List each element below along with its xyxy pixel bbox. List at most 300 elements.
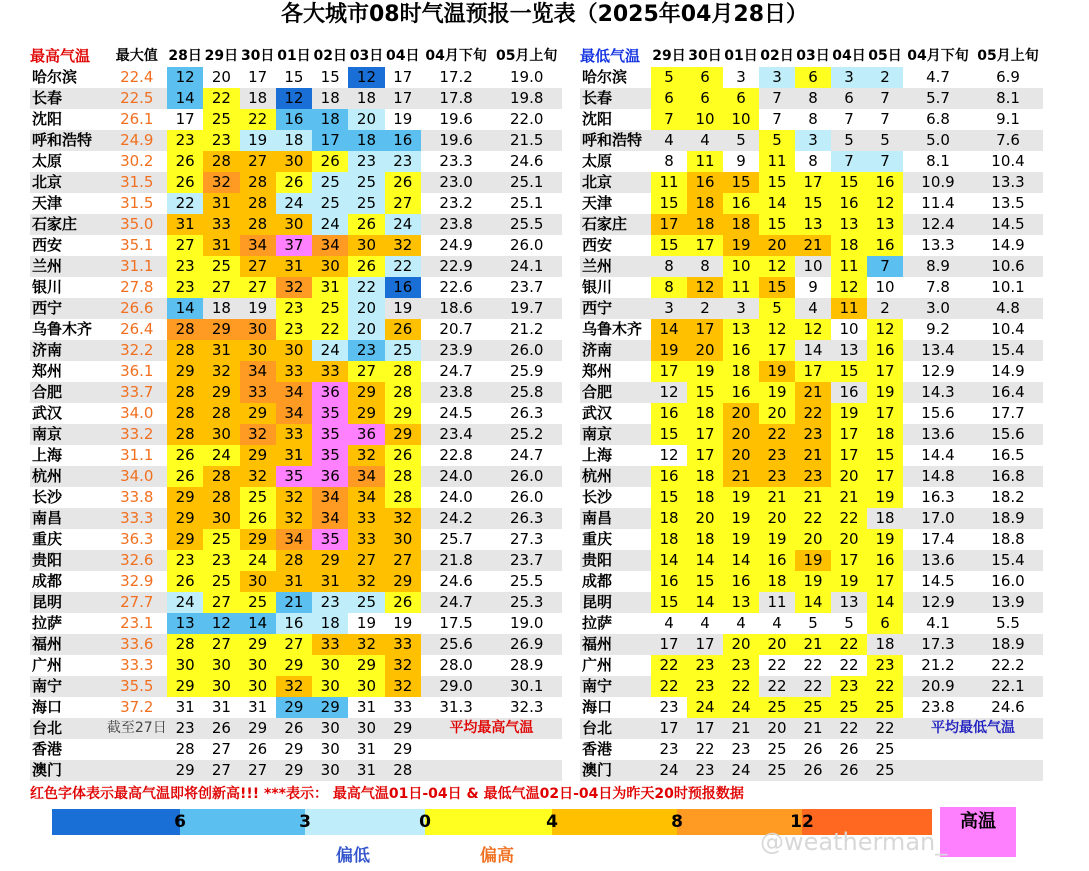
temp-cell: 32	[348, 634, 384, 655]
temp-cell: 29	[175, 761, 195, 779]
table-row	[580, 235, 1043, 256]
temp-cell: 30	[240, 319, 276, 340]
temp-cell: 8	[808, 110, 818, 128]
city-name: 拉萨	[582, 614, 613, 632]
period-avg-1	[903, 739, 973, 760]
temp-cell: 29	[167, 508, 203, 529]
temp-cell: 20	[759, 235, 795, 256]
temp-cell: 4	[664, 614, 674, 632]
period-avg-1: 8.1	[926, 152, 950, 170]
temp-cell: 2	[880, 299, 890, 317]
temp-cell: 11	[831, 256, 867, 277]
period-avg-1: 24.7	[439, 593, 473, 611]
temp-cell: 28	[240, 214, 276, 235]
table-row	[30, 361, 562, 382]
max-value: 36.1	[120, 362, 154, 380]
temp-cell: 33	[312, 634, 348, 655]
temp-cell: 34	[312, 508, 348, 529]
footnote: 红色字体表示最高气温即将创新高!!! ***表示： 最高气温01日-04日 & 最低气温02日-04日为昨天20时预报数据	[30, 786, 744, 802]
city-name: 香港	[582, 740, 613, 758]
period-avg-2: 26.9	[509, 635, 544, 653]
high-header-row	[30, 46, 562, 67]
temp-cell: 30	[276, 214, 312, 235]
temp-cell: 16	[687, 172, 723, 193]
temp-cell: 19	[248, 299, 268, 317]
temp-cell: 16	[723, 193, 759, 214]
city-name: 香港	[32, 740, 63, 758]
temp-cell: 21	[831, 487, 867, 508]
temp-cell: 23	[167, 130, 203, 151]
period-avg-1: 13.6	[921, 425, 955, 443]
temp-cell: 26	[167, 445, 203, 466]
column-header: 04月下旬	[907, 48, 969, 64]
city-name: 乌鲁木齐	[582, 320, 643, 338]
temp-cell: 32	[276, 277, 312, 298]
temp-cell: 24	[687, 697, 723, 718]
temp-cell: 9	[736, 152, 746, 170]
temp-cell: 26	[312, 151, 348, 172]
temp-cell: 27	[385, 550, 421, 571]
temp-cell: 22	[795, 508, 831, 529]
max-value: 26.1	[120, 110, 154, 128]
temp-cell: 7	[651, 109, 687, 130]
temp-cell: 22	[831, 508, 867, 529]
temp-cell: 22	[240, 109, 276, 130]
temp-cell: 14	[803, 341, 823, 359]
period-avg-2: 9.1	[996, 110, 1020, 128]
table-row	[580, 445, 1043, 466]
temp-cell: 6	[687, 88, 723, 109]
temp-cell: 32	[276, 487, 312, 508]
note: 截至27日	[106, 720, 167, 736]
temp-cell: 6	[651, 88, 687, 109]
temp-cell: 19	[240, 130, 276, 151]
period-avg-2: 25.9	[509, 362, 544, 380]
period-avg-2: 26.0	[509, 488, 544, 506]
temp-cell: 17	[795, 361, 831, 382]
period-avg-1: 19.6	[439, 131, 473, 149]
temp-cell: 23	[659, 698, 679, 716]
temp-cell: 13	[867, 214, 903, 235]
temp-cell: 34	[240, 235, 276, 256]
period-avg-2: 24.1	[509, 257, 544, 275]
temp-cell: 5	[844, 131, 854, 149]
period-avg-1: 23.8	[921, 698, 955, 716]
temp-cell: 24	[385, 214, 421, 235]
temp-cell: 19	[723, 235, 759, 256]
temp-cell: 26	[348, 256, 384, 277]
table-row	[30, 613, 562, 634]
legend-tick: 6	[174, 812, 186, 832]
period-avg-1: 24.5	[439, 404, 473, 422]
temp-cell: 28	[203, 487, 239, 508]
temp-cell: 27	[240, 256, 276, 277]
table-row	[30, 340, 562, 361]
temp-cell: 16	[385, 277, 421, 298]
temp-cell: 30	[167, 655, 203, 676]
avg-label: 平均最高气温	[449, 720, 534, 736]
period-avg-1: 24.0	[439, 488, 473, 506]
temp-cell: 26	[803, 740, 823, 758]
period-avg-2: 32.3	[509, 698, 544, 716]
period-avg-2: 10.6	[991, 257, 1025, 275]
period-avg-1: 28.0	[439, 656, 473, 674]
temp-cell: 11	[651, 172, 687, 193]
period-avg-1: 21.8	[439, 551, 473, 569]
temp-cell: 18	[276, 130, 312, 151]
temp-cell: 19	[759, 382, 795, 403]
temp-cell: 6	[723, 88, 759, 109]
period-avg-2: 18.2	[991, 488, 1025, 506]
temp-cell: 5	[736, 131, 746, 149]
temp-cell: 3	[736, 68, 746, 86]
temp-cell: 14	[795, 592, 831, 613]
city-name: 澳门	[32, 761, 63, 779]
temp-cell: 5	[759, 130, 795, 151]
city-name: 武汉	[32, 404, 63, 422]
temp-cell: 30	[203, 424, 239, 445]
temp-cell: 25	[875, 740, 895, 758]
temp-cell: 26	[167, 466, 203, 487]
temp-cell: 28	[167, 403, 203, 424]
temp-cell: 15	[759, 172, 795, 193]
column-header: 03日	[349, 48, 384, 64]
temp-cell: 12	[831, 277, 867, 298]
temp-cell: 32	[385, 676, 421, 697]
city-name: 贵阳	[582, 551, 613, 569]
city-name: 济南	[32, 341, 63, 359]
temp-cell: 26	[248, 740, 268, 758]
column-header: 04日	[832, 48, 866, 64]
period-avg-2: 17.7	[991, 404, 1025, 422]
city-name: 拉萨	[32, 614, 63, 632]
temp-cell: 23	[167, 550, 203, 571]
temp-cell: 31	[276, 445, 312, 466]
legend-segment	[305, 809, 425, 835]
temp-cell: 25	[767, 761, 787, 779]
temp-cell: 15	[759, 214, 795, 235]
temp-cell: 21	[723, 466, 759, 487]
watermark: @weatherman_	[760, 828, 948, 856]
city-name: 澳门	[582, 761, 613, 779]
temp-cell: 14	[687, 592, 723, 613]
temp-cell: 29	[348, 403, 384, 424]
period-avg-1: 12.9	[921, 593, 955, 611]
temp-cell: 12	[659, 383, 679, 401]
period-avg-2: 24.6	[509, 152, 544, 170]
temp-cell: 12	[867, 193, 903, 214]
period-avg-2: 25.2	[509, 425, 544, 443]
period-avg-2: 24.6	[991, 698, 1025, 716]
city-name: 西宁	[582, 299, 613, 317]
max-value: 32.2	[120, 341, 154, 359]
temp-cell: 27	[240, 277, 276, 298]
table-label: 最高气温	[30, 47, 91, 65]
max-value: 31.1	[120, 257, 154, 275]
temp-cell: 16	[759, 550, 795, 571]
column-header: 04日	[386, 48, 420, 64]
temp-cell: 23	[831, 676, 867, 697]
temp-cell: 29	[385, 424, 421, 445]
temp-cell: 33	[276, 424, 312, 445]
temp-cell: 32	[276, 676, 312, 697]
period-avg-1: 17.8	[439, 89, 473, 107]
temp-cell: 17	[867, 571, 903, 592]
temp-cell: 18	[312, 109, 348, 130]
table-row	[580, 256, 1043, 277]
table-row	[30, 718, 562, 739]
temp-cell: 17	[659, 635, 679, 653]
avg-label: 平均最低气温	[931, 720, 1015, 736]
table-row	[30, 697, 562, 718]
temp-cell: 19	[795, 550, 831, 571]
temp-cell: 23	[867, 655, 903, 676]
period-avg-2: 10.4	[991, 152, 1025, 170]
temp-cell: 18	[723, 214, 759, 235]
temp-cell: 36	[348, 424, 384, 445]
temp-cell: 30	[276, 340, 312, 361]
max-value: 30.2	[120, 152, 154, 170]
temp-cell: 23	[276, 319, 312, 340]
temp-cell: 23	[348, 151, 384, 172]
temp-cell: 28	[203, 403, 239, 424]
temp-cell: 25	[312, 172, 348, 193]
period-avg-1: 17.3	[921, 635, 955, 653]
max-value: 34.0	[120, 404, 154, 422]
temp-cell: 35	[312, 424, 348, 445]
temp-cell: 29	[248, 719, 268, 737]
period-avg-1: 23.9	[439, 341, 473, 359]
temp-cell: 18	[831, 235, 867, 256]
table-row	[580, 319, 1043, 340]
temp-cell: 21	[803, 719, 823, 737]
temp-cell: 33	[393, 698, 413, 716]
temp-cell: 16	[839, 383, 859, 401]
table-row	[30, 466, 562, 487]
temp-cell: 16	[831, 193, 867, 214]
table-row	[580, 592, 1043, 613]
temp-cell: 22	[795, 403, 831, 424]
table-row	[30, 130, 562, 151]
temp-cell: 19	[867, 382, 903, 403]
legend-tick: 4	[546, 812, 558, 832]
city-name: 南京	[582, 425, 613, 443]
temp-cell: 35	[312, 445, 348, 466]
temp-cell: 13	[839, 593, 859, 611]
city-name: 广州	[582, 656, 613, 674]
temp-cell: 25	[385, 340, 421, 361]
temp-cell: 17	[795, 172, 831, 193]
period-avg-2: 18.9	[991, 509, 1025, 527]
period-avg-1: 19.6	[439, 110, 473, 128]
temp-cell: 29	[167, 529, 203, 550]
temp-cell: 18	[211, 299, 231, 317]
period-avg-1: 4.7	[926, 68, 950, 86]
city-name: 长春	[32, 89, 63, 107]
city-name: 南昌	[582, 509, 613, 527]
temp-cell: 15	[651, 424, 687, 445]
temp-cell: 7	[844, 110, 854, 128]
temp-cell: 24	[723, 697, 759, 718]
column-header: 04月下旬	[425, 48, 487, 64]
temp-cell: 3	[795, 130, 831, 151]
legend-tick: 8	[671, 812, 683, 832]
max-value	[107, 739, 167, 760]
city-name: 天津	[582, 194, 613, 212]
temp-cell: 17	[312, 130, 348, 151]
period-avg-2	[973, 760, 1043, 781]
period-avg-2	[491, 739, 562, 760]
period-avg-1: 22.6	[439, 278, 473, 296]
period-avg-2: 18.9	[991, 635, 1025, 653]
temp-cell: 22	[651, 676, 687, 697]
temp-cell: 19	[723, 529, 759, 550]
column-header: 30日	[240, 48, 275, 64]
temp-cell: 22	[875, 719, 895, 737]
temp-cell: 26	[276, 172, 312, 193]
temp-cell: 12	[348, 67, 384, 88]
temp-cell: 3	[831, 67, 867, 88]
table-row	[580, 508, 1043, 529]
temp-cell: 18	[651, 508, 687, 529]
city-name: 南宁	[32, 677, 63, 695]
period-avg-2: 16.5	[991, 446, 1025, 464]
temp-cell: 33	[385, 634, 421, 655]
max-header: 最大值	[115, 48, 158, 64]
temp-cell: 26	[167, 151, 203, 172]
temp-cell: 19	[393, 614, 413, 632]
temp-cell: 20	[348, 298, 384, 319]
temp-cell: 26	[385, 592, 421, 613]
temp-cell: 7	[772, 89, 782, 107]
temp-cell: 29	[385, 403, 421, 424]
temp-cell: 28	[385, 466, 421, 487]
temp-cell: 26	[211, 719, 231, 737]
temp-cell: 12	[759, 319, 795, 340]
temp-cell: 35	[312, 403, 348, 424]
temp-cell: 24	[312, 214, 348, 235]
temp-cell: 11	[687, 151, 723, 172]
temp-cell: 25	[875, 761, 895, 779]
city-name: 上海	[582, 446, 613, 464]
temp-cell: 23	[795, 424, 831, 445]
temp-cell: 25	[203, 571, 239, 592]
temp-cell: 34	[276, 529, 312, 550]
max-value: 32.9	[120, 572, 154, 590]
temp-cell: 22	[839, 719, 859, 737]
temp-cell: 20	[723, 634, 759, 655]
temp-cell: 17	[867, 466, 903, 487]
legend-tick: 3	[299, 812, 311, 832]
temp-cell: 20	[759, 634, 795, 655]
temp-cell: 23	[759, 445, 795, 466]
max-value: 24.9	[120, 131, 154, 149]
period-avg-1: 23.8	[439, 383, 473, 401]
temp-cell: 14	[167, 298, 203, 319]
table-row	[580, 193, 1043, 214]
temp-cell: 24	[203, 445, 239, 466]
period-avg-1: 14.5	[921, 572, 955, 590]
period-avg-2: 23.7	[509, 551, 544, 569]
temp-cell: 6	[844, 89, 854, 107]
temp-cell: 34	[312, 487, 348, 508]
table-row	[30, 319, 562, 340]
temp-cell: 18	[356, 89, 377, 107]
temp-cell: 31	[175, 698, 195, 716]
city-name: 昆明	[582, 593, 613, 611]
period-avg-2: 26.0	[509, 341, 544, 359]
temp-cell: 20	[348, 319, 384, 340]
city-name: 西宁	[32, 299, 63, 317]
temp-cell: 14	[651, 550, 687, 571]
period-avg-2: 26.3	[509, 509, 544, 527]
table-row	[580, 361, 1043, 382]
temp-cell: 26	[385, 319, 421, 340]
temp-cell: 22	[385, 256, 421, 277]
period-avg-2: 25.5	[509, 215, 544, 233]
city-name: 海口	[32, 698, 63, 716]
period-avg-1: 3.0	[926, 299, 950, 317]
period-avg-2	[491, 760, 562, 781]
legend-hot-label: 高温	[960, 811, 996, 832]
max-value: 35.0	[120, 215, 154, 233]
temp-cell: 30	[276, 151, 312, 172]
temp-cell: 18	[651, 529, 687, 550]
table-row	[30, 403, 562, 424]
table-row	[30, 676, 562, 697]
city-name: 重庆	[32, 530, 63, 548]
temp-cell: 5	[759, 298, 795, 319]
temp-cell: 23	[167, 277, 203, 298]
temp-cell: 11	[759, 151, 795, 172]
table-row	[30, 109, 562, 130]
max-value: 33.8	[120, 488, 154, 506]
temp-cell: 20	[759, 508, 795, 529]
temp-cell: 31	[356, 698, 377, 716]
city-name: 杭州	[582, 467, 613, 485]
temp-cell: 19	[356, 614, 377, 632]
temp-cell: 34	[312, 235, 348, 256]
temp-cell: 21	[276, 592, 312, 613]
temp-cell: 27	[211, 761, 231, 779]
temp-cell: 32	[240, 466, 276, 487]
legend-segment	[180, 809, 305, 835]
max-value: 23.1	[120, 614, 154, 632]
period-avg-2: 27.3	[509, 530, 544, 548]
table-row	[30, 424, 562, 445]
period-avg-2: 7.6	[996, 131, 1020, 149]
temp-cell: 16	[723, 382, 759, 403]
temp-cell: 25	[348, 592, 384, 613]
city-name: 郑州	[582, 362, 613, 380]
temp-cell: 15	[687, 382, 723, 403]
temp-cell: 29	[393, 740, 413, 758]
period-avg-2: 10.1	[991, 278, 1025, 296]
temp-cell: 19	[831, 571, 867, 592]
temp-cell: 6	[795, 67, 831, 88]
period-avg-2: 26.3	[509, 404, 544, 422]
table-row	[30, 571, 562, 592]
temp-cell: 34	[240, 361, 276, 382]
city-name: 银川	[32, 278, 63, 296]
temp-cell: 19	[723, 487, 759, 508]
table-row	[30, 214, 562, 235]
temp-cell: 24	[167, 592, 203, 613]
period-avg-2: 15.6	[991, 425, 1025, 443]
temp-cell: 14	[240, 613, 276, 634]
temp-cell: 18	[687, 193, 723, 214]
period-avg-2: 26.0	[509, 236, 544, 254]
